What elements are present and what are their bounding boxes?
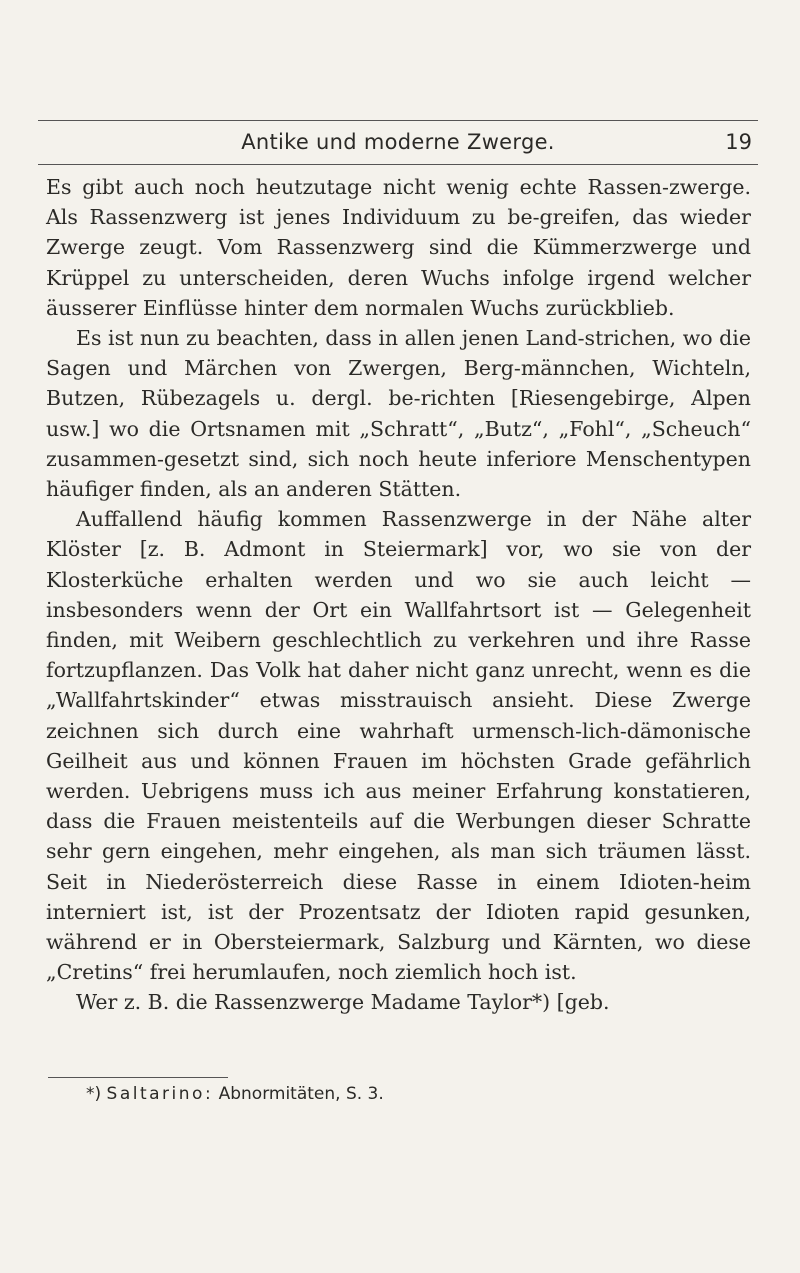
page-number: 19 xyxy=(725,130,752,154)
paragraph-1: Es gibt auch noch heutzutage nicht wenig echte Rassen-zwerge. Als Rassenzwerg ist jenes Individuum zu be-greifen, das wieder Zwerge zeugt. Vom Rassenzwerg sind die Kümmerzwerge und Krüppel zu unterscheiden, deren Wuchs infolge irgend welcher äusserer Einflüsse hinter dem normalen Wuchs zurückblieb. xyxy=(46,175,751,320)
page-header xyxy=(38,128,758,160)
header-rule xyxy=(38,164,758,165)
footnote-rule xyxy=(48,1077,228,1078)
footnote-marker: *) xyxy=(86,1084,102,1104)
paragraph-2: Es ist nun zu beachten, dass in allen jenen Land-strichen, wo die Sagen und Märchen von Zwergen, Berg-männchen, Wichteln, Butzen, Rübezagels u. dergl. be-richten [Riesengebirge, Alpen usw.] wo die Ortsnamen mit „Schratt“, „Butz“, „Fohl“, „Scheuch“ zusammen-gesetzt sind, sich noch heute inferiore Menschentypen häufiger finden, als an anderen Stätten. xyxy=(46,326,751,502)
running-title: Antike und moderne Zwerge. xyxy=(241,130,555,154)
body-text xyxy=(46,172,751,1018)
footnote-author: Saltarino: xyxy=(106,1084,214,1104)
paragraph-4: Wer z. B. die Rassenzwerge Madame Taylor*) [geb. xyxy=(76,990,610,1015)
paragraph-3: Auffallend häufig kommen Rassenzwerge in der Nähe alter Klöster [z. B. Admont in Steiermark] vor, wo sie von der Klosterküche erhalten werden und wo sie auch leicht — insbesonders wenn der Ort ein Wallfahrtsort ist — Gelegenheit finden, mit Weibern geschlechtlich zu verkehren und ihre Rasse fortzupflanzen. Das Volk hat daher nicht ganz unrecht, wenn es die „Wallfahrtskinder“ etwas misstrauisch ansieht. Diese Zwerge zeichnen sich durch eine wahrhaft urmensch-lich-dämonische Geilheit aus und können Frauen im höchsten Grade gefährlich werden. Uebrigens muss ich aus meiner Erfahrung konstatieren, dass die Frauen meistenteils auf die Werbungen dieser Schratte sehr gern eingehen, mehr eingehen, als man sich träumen lässt. Seit in Niederösterreich diese Rasse in einem Idioten-heim interniert ist, ist der Prozentsatz der Idioten rapid gesunken, während er in Obersteiermark, Salzburg und Kärnten, wo diese „Cretins“ frei herumlaufen, noch ziemlich hoch ist. xyxy=(46,507,751,985)
book-page xyxy=(38,0,760,1273)
top-rule xyxy=(38,120,758,121)
footnote-text: Abnormitäten, S. 3. xyxy=(218,1084,384,1104)
footnote xyxy=(86,1084,384,1104)
